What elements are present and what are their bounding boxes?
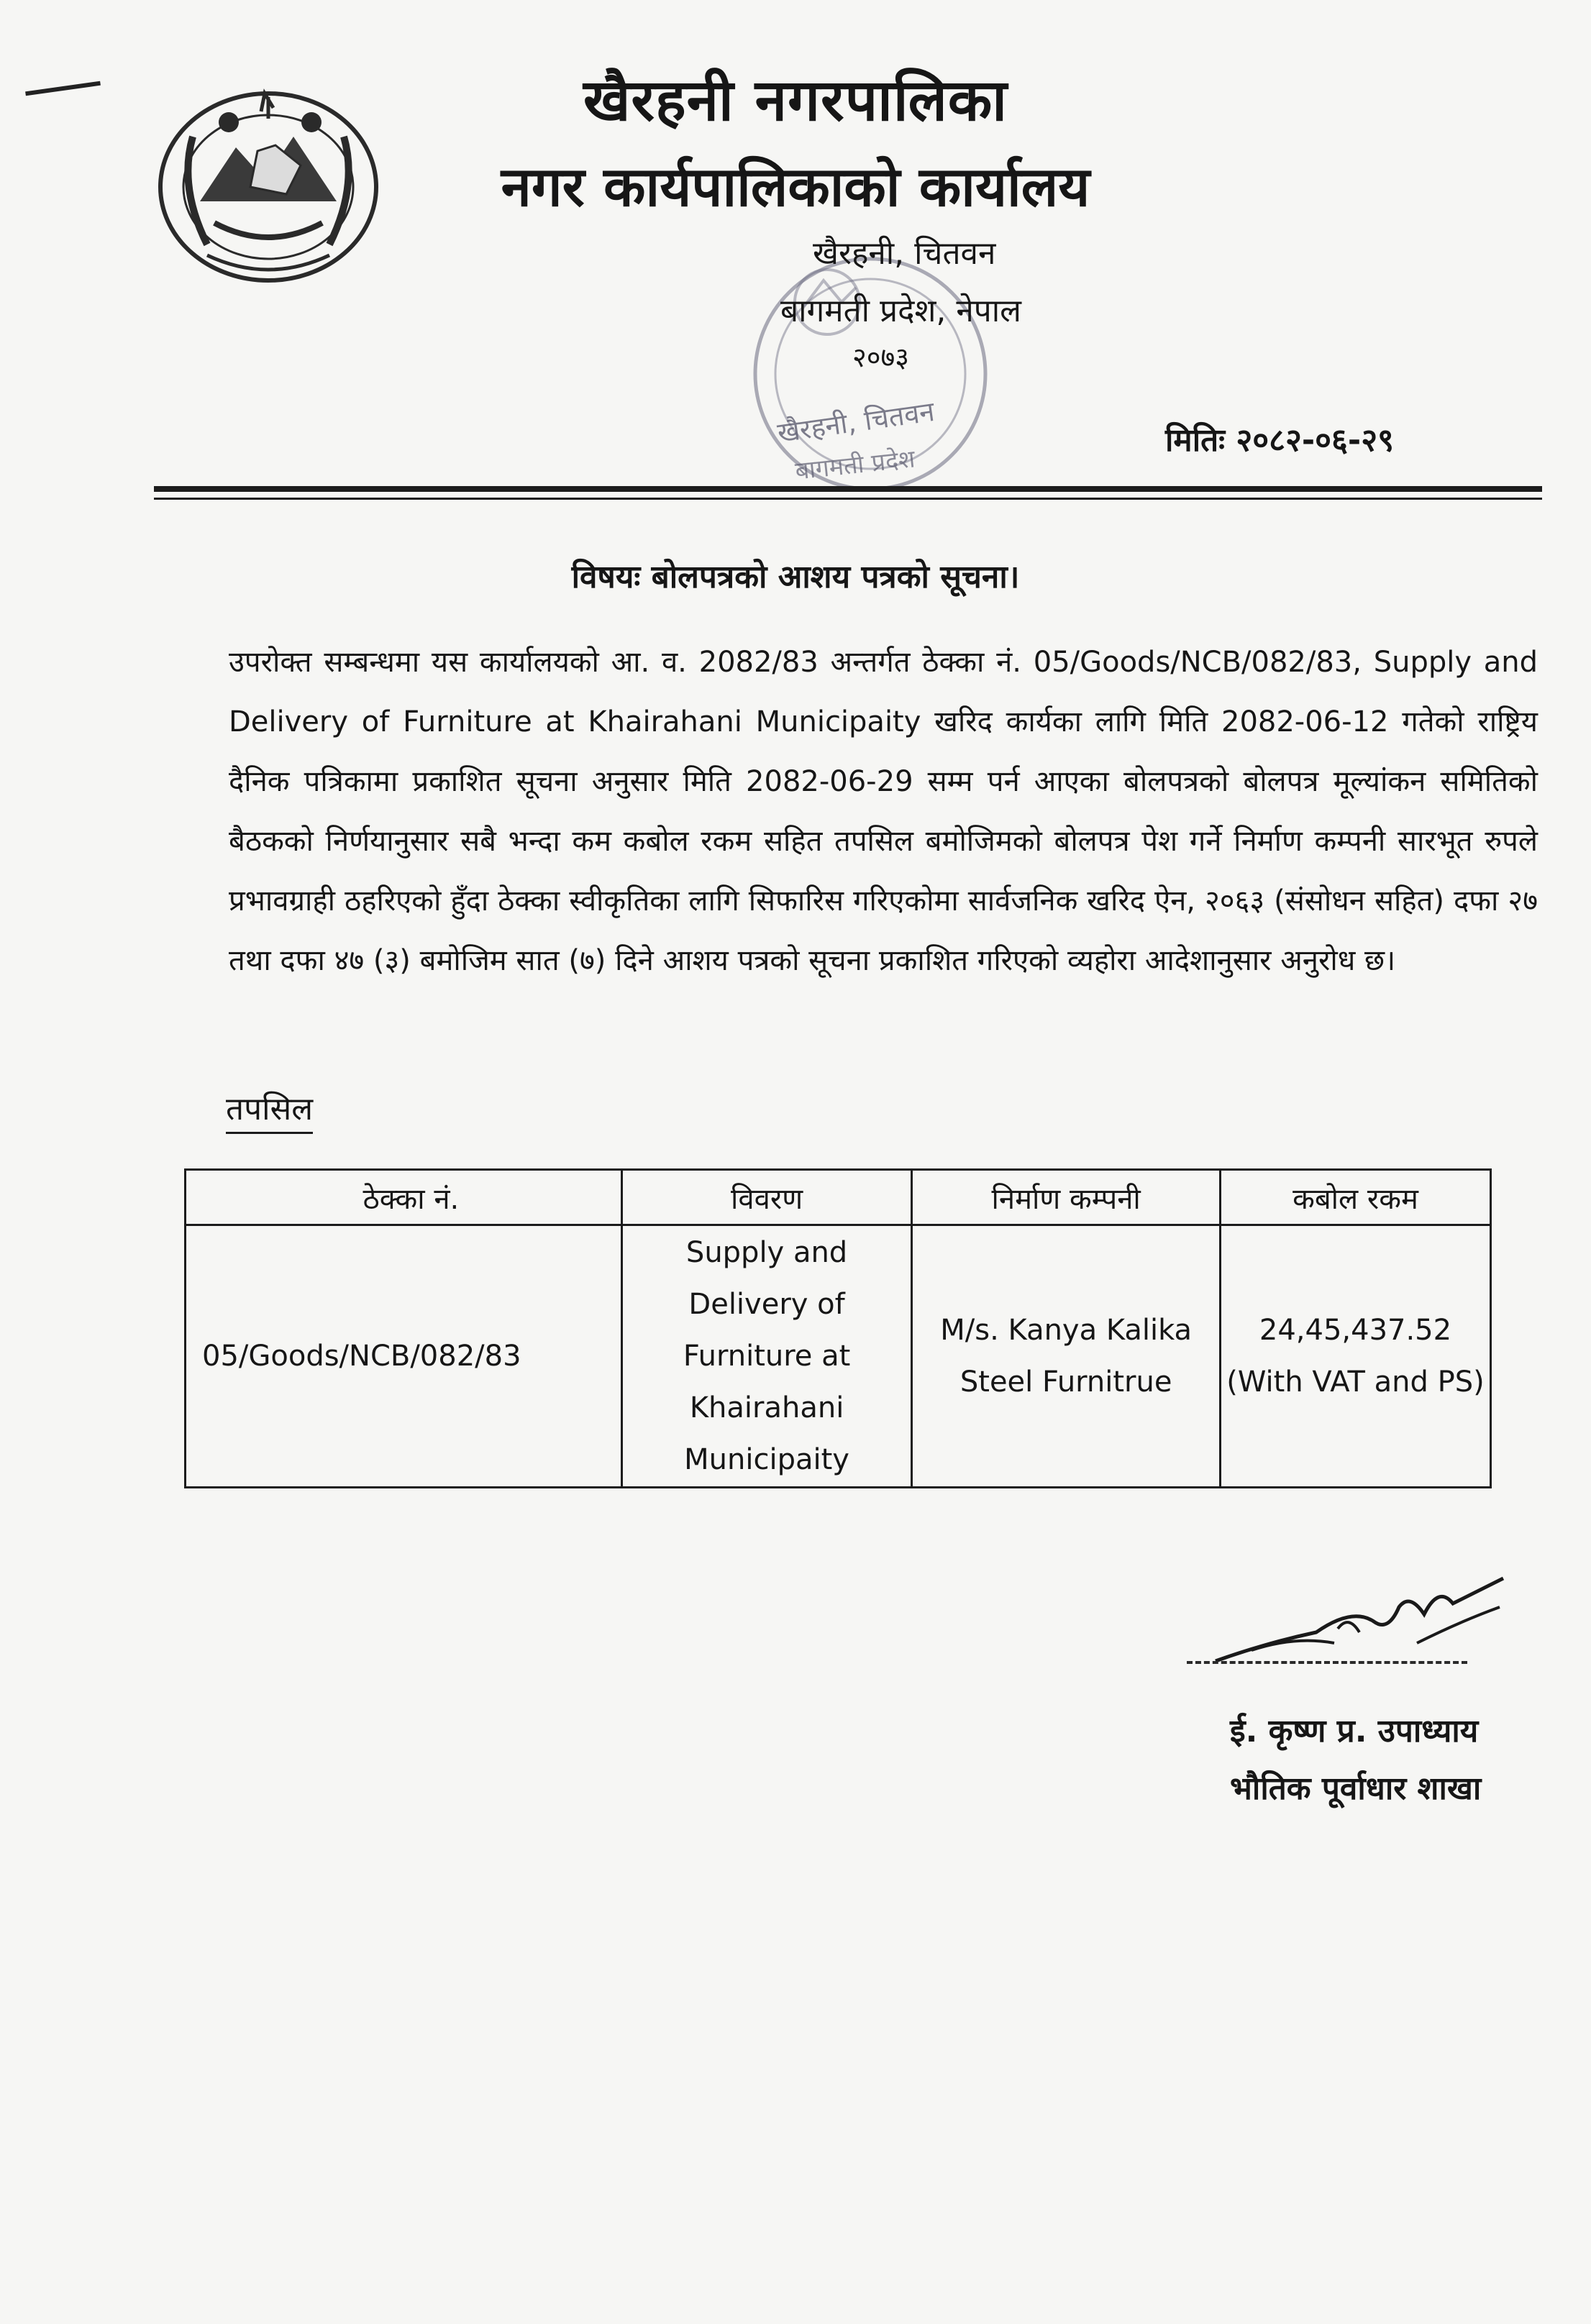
col-company: निर्माण कम्पनी [912,1170,1221,1225]
col-contract-no: ठेक्का नं. [186,1170,622,1225]
table-row [186,1225,1491,1488]
tapasil-label: तपसिल [226,1086,313,1134]
signatory-name: ई. कृष्ण प्र. उपाध्याय [1230,1713,1479,1749]
signatory-branch: भौतिक पूर्वाधार शाखा [1230,1770,1482,1807]
signature-line [1187,1661,1467,1664]
seal-text-2: बागमती प्रदेश [793,444,917,486]
bid-table [184,1168,1492,1488]
cell-amount: 24,45,437.52 (With VAT and PS) [1220,1225,1490,1488]
cell-company: M/s. Kanya Kalika Steel Furnitrue [912,1225,1221,1488]
notice-body: उपरोक्त सम्बन्धमा यस कार्यालयको आ. व. 2082/83 अन्तर्गत ठेक्का नं. 05/Goods/NCB/082/83, Supply and Delivery of Furniture at Khairahani Municipaity खरिद कार्यका लागि मिति 2082-06-12 गतेको राष्ट्रिय दैनिक पत्रिकामा प्रकाशित सूचना अनुसार मिति 2082-06-29 सम्म पर्न आएका बोलपत्रको बोलपत्र मूल्यांकन समितिको बैठकको निर्णयानुसार सबै भन्दा कम कबोल रकम सहित तपसिल बमोजिमको बोलपत्र पेश गर्ने निर्माण कम्पनी सारभूत रुपले प्रभावग्राही ठहरिएको हुँदा ठेक्का स्वीकृतिका लागि सिफारिस गरिएकोमा सार्वजनिक खरिद ऐन, २०६३ (संसोधन सहित) दफा २७ तथा दफा ४७ (३) बमोजिम सात (७) दिने आशय पत्रको सूचना प्रकाशित गरिएको व्यहोरा आदेशानुसार अनुरोध छ। [229,646,1538,977]
address-line-2: बागमती प्रदेश, नेपाल [780,293,1021,329]
subject-line: विषयः बोलपत्रको आशय पत्रको सूचना। [571,559,1020,595]
cell-description: Supply and Delivery of Furniture at Khairahani Municipaity [621,1225,912,1488]
col-amount: कबोल रकम [1220,1170,1490,1225]
address-line-1: खैरहनी, चितवन [813,235,996,272]
established-year: २०७३ [852,342,910,373]
cell-contract-no: 05/Goods/NCB/082/83 [186,1225,622,1488]
seal-text-1: खैरहनी, चितवन [775,395,936,449]
notice-date: मितिः २०८२-०६-२९ [1165,422,1394,459]
table-header-row [186,1170,1491,1225]
col-description: विवरण [621,1170,912,1225]
header-rule [154,486,1542,492]
handwritten-signature [1208,1564,1510,1672]
office-name: नगर कार्यपालिकाको कार्यालय [501,155,1090,219]
org-name: खैरहनी नगरपालिका [583,67,1008,134]
header-rule-thin [154,498,1542,500]
